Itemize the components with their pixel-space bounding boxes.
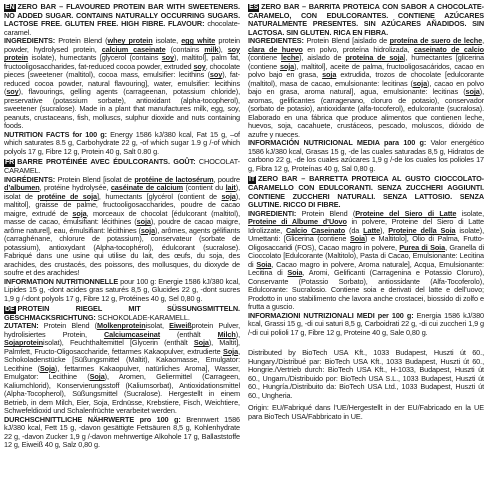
es-nutrition: INFORMACIÓN NUTRICIONAL MEDIA para 100 g: Valor energético 1586 kJ/380 kcal, Grasas 15 g, -de las cuales saturadas 8,5 g, Hidratos de carbono 22 g, -de los cuales azúcares 1,9 g /-de los cuales los polioles 17 g, Fibra 12 g, Proteínas 40 g, Sal 0,80 g. <box>248 138 484 173</box>
de-heading: DE PROTEIN RIEGEL MIT SÜSSUNGSMITTELN. GESCHMACKSRICHTUNG: SCHOKOLADE-KARAMELL. <box>4 304 240 322</box>
origin-text: Origin: EU/Fabriqué dans l’UE/Hergestellt in der EU/Fabricado en la UE para BioTech USA/Fabbricato in UE. <box>248 403 484 421</box>
section-es <box>248 3 484 173</box>
distributor-text: Distributed by BioTech USA Kft., 1033 Budapest, Huszti út 60., Hungary./Distribué par: BioTech USA Kft., 1033 Budapest, Huszti út 60., Hongrie./Vertrieb durch: BioTech USA Kft., H-1033, Budapest, Huszti út 60., Ungarn./Distribuido por: BioTech USA S.L., 1033 Budapest, Huszti út 60., Hungría./Distribuito da: BioTech USA Ltd., 1033 Budapest, Huszti út 60., Ungheria. <box>248 348 484 400</box>
fr-heading: FR BARRE PROTÉINÉE AVEC ÉDULCORANTS. GOÛT: CHOCOLAT-CARAMEL. <box>4 157 240 176</box>
fr-ingredients: INGRÉDIENTS: Protein Blend [isolat de protéine de lactosérum, poudre d’albumen, protéine hydrolysée, caséinate de calcium (contient du lait), isolat de protéine de soja], humectants [glycérol (contient de soja), maltitol], graisse de palme, fructooligosaccharides, poudre de cacao maigre, extrudé de soja, morceaux de chocolat [édulcorant (maltitol), masse de cacao, émulsifiant: lécithines (soja), poudre de cacao maigre, arôme naturel], eau, émulsifiant: lécithines (soja), arômes, agents gélifiants (carraghénane, chlorure de potassium), conservateur (sorbate de potassium), antioxydant (Alpha-tocophérol), édulcorant (sucralose). Fabriqué dans une usine qui utilise du lait, des œufs, du soja, des arachides, des crustacés, des poissons, des mollusques, du dioxyde de soufre et des arachides! <box>4 174 240 278</box>
es-language-code: ES <box>249 4 259 11</box>
en-language-code: EN <box>5 4 15 11</box>
fr-nutrition: INFORMATION NUTRITIONNELLE pour 100 g: Energie 1586 kJ/380 kcal, Lipides 15 g, -dont acides gras saturés 8,5 g, Glucides 22 g, -dont sucres 1,9 g /-dont polyols 17 g, Fibre 12 g, Protéines 40 g, Sel 0,80 g. <box>4 276 240 303</box>
fr-language-code: FR <box>5 159 15 167</box>
es-heading: ES ZERO BAR – BARRITA PROTEICA CON SABOR A CHOCOLATE-CARAMELO, CON EDULCORANTES. CONTIENE AZÚCARES NATURALMENTE PRESENTES. SIN AZÚCARES AÑADIDOS. SIN LACTOSA. SIN GLUTEN. RICA EN FIBRA. <box>248 3 484 37</box>
es-ingredients: INGREDIENTES: Protein Blend [aislado de proteína de suero de leche, clara de huevo en polvo, proteína hidrolizada, caseinato de calcio (contiene leche), aislado de proteína de soja], humectantes [glicerina (contiene soja), maltitol], aceite de palma, fructooligosacáridos, cacao en polvo bajo en grasa, soja extrudida, trozos de chocolate [edulcorante (maltitol), masa de cacao, emulsionante: lecitinas (soja), cacao en polvo bajo en grasa, aroma natural], agua, emulsionante: lecitinas (soja), aromas, gelificantes (carragenano, cloruro de potasio), conservador (sorbato de potasio), antioxidante (alfa-tocoferol), edulcorante (sucralosa). Elaborado en una fábrica que produce alimentos que contienen leche, huevos, soja, cacahuete, crustáceos, pescado, moluscos, dióxido de azufre y nueces. <box>248 36 484 139</box>
section-de <box>4 305 240 450</box>
section-fr <box>4 158 240 303</box>
de-ingredients: ZUTATEN: Protein Blend (Molkenproteinisolat, Eiweißprotein Pulver, hydrolisiertes Protein, Calciumcaseinat (enthält Milch), Sojaproteinisolat), Feuchthaltemittel [Glycerin (enthält Soja), Maltit], Palmfett, Fructo-Oligosaccharide, fettarmes Kakaopulver, extrudierte Soja, Schokoladenstücke [Süßungsmittel (Maltit), Kakaomasse, Emulgator: Lecithine (Soja), fettarmes Kakaopulver, natürliches Aroma], Wasser, Emulgator: Lecithine (Soja), Aromen, Geliermittel (Carrageen, Kaliumchlorid), Konservierungsstoff (Kaliumsorbat), Antioxidationsmittel (Alpha-Tocopherol), Süßungsmittel (Sucralose). Hergestellt in einem Betrieb, in dem Milch, Eier, Soja, Erdnüsse, Krebstiere, Fisch, Weichtiere, Schwefeldioxid und Schalenfrüchte verarbeitet werden. <box>4 321 240 416</box>
en-heading: EN ZERO BAR – FLAVOURED PROTEIN BAR WITH SWEETENERS. NO ADDED SUGAR. CONTAINS NATURALLY OCCURRING SUGARS. LACTOSE FREE. GLUTEN FREE. HIGH FIBRE. FLAVOUR: chocolate-caramel. <box>4 3 240 37</box>
en-ingredients: INGREDIENTS: Protein Blend (whey protein isolate, egg white protein powder, hydrolysed protein, calcium caseinate (contains milk), soy protein isolate), humectants [glycerol (contains soy), maltitol], palm fat, fructooligosaccharides, fat-reduced cocoa powder, extruded soy, chocolate pieces [sweetener (maltitol), cocoa mass, emulsifier: lecithins (soy), fat-reduced cocoa powder, natural flavouring], water, emulsifier: lecithins (soy), flavourings, gelling agents (carrageenan, potassium chloride), preservative (potassium sorbate), antioxidant (alpha-tocopherol), sweetener (sucralose). Made in a plant that manufactures milk, egg, soy, peanuts, crustaceans, fish, molluscs, sulphur dioxide and nuts containing foods. <box>4 36 240 131</box>
left-column <box>4 3 240 485</box>
it-language-code: IT <box>249 176 256 184</box>
distributor-info <box>248 349 484 421</box>
it-ingredients: INGREDIENTI: Protein Blend (Proteine del Siero di Latte isolate, Proteine di Albume d’Uovo in polvere, Proteine del Siero di Latte Idrolizzate, Calcio Caseinato (da Latte), Proteine della Soia isolate), Umettanti: [Glicerina (contiene Soia) e Maltitolo], Olio di Palma, Frutto-Oligosaccaridi (FOS), Cacao magro in polvere, Purea di Soia, Granella di Cioccolato [Edulcorante (Maltitolo), Pasta di Cacao, Emulsionante: Lecitina di Soia, Cacao magro in polvere, Aroma naturale], Acqua, Emulsionante: Lecitina di Soia, Aromi, Gelificanti (Carragenina e Potassio Cloruro), Conservante (Potassio Sorbato), antiossidante (Alfa-Tocoferolo), Edulcorante: Sucralosio. Contiene soia e derivati del latte e dell’uovo; Prodotto in uno stabilimento che lavora anche crostacei, biossido di zolfo e frutta a guscio. <box>248 208 484 312</box>
section-it <box>248 175 484 337</box>
it-heading: IT ZERO BAR – BARRETTA PROTEICA AL GUSTO CIOCCOLATO-CARAMELLO CON EDULCORANTI. SENZA ZUCCHERI AGGIUNTI. CONTIENE ZUCCHERI NATURALI. SENZA LATTOSIO. SENZA GLUTINE. RICCO DI FIBRE. <box>248 174 484 210</box>
de-language-code: DE <box>5 306 15 314</box>
right-column <box>248 3 484 485</box>
de-nutrition: DURCHSCHNITTLICHE NÄHRWERTE pro 100 g: Brennwert 1586 kJ/380 kcal, Fett 15 g, -davon gesättigte Fettsäuren 8,5 g, Kohlenhydrate 22 g, -davon Zucker 1,9 g /-davon mehrwertige Alkohole 17 g, Ballaststoffe 12 g, Eiweiß 40 g, Salz 0,80 g. <box>4 414 240 450</box>
section-en <box>4 3 240 156</box>
it-nutrition: INFORMAZIONI NUTRIZIONALI MEDI per 100 g: Energia 1586 kJ/380 kcal, Grassi 15 g, -di cui saturi 8,5 g, Carboidrati 22 g, -di cui zuccheri 1,9 g /-di cui polioli 17 g, Fibre 12 g, Proteine 40 g, Sale 0,80 g. <box>248 310 484 337</box>
en-nutrition: NUTRITION FACTS for 100 g: Energy 1586 kJ/380 kcal, Fat 15 g, –of which saturates 8.5 g, Carbohydrate 22 g, -of which sugar 1.9 g /-of which polyols 17 g, Fibre 12 g, Protein 40 g, Salt 0.80 g. <box>4 129 240 156</box>
